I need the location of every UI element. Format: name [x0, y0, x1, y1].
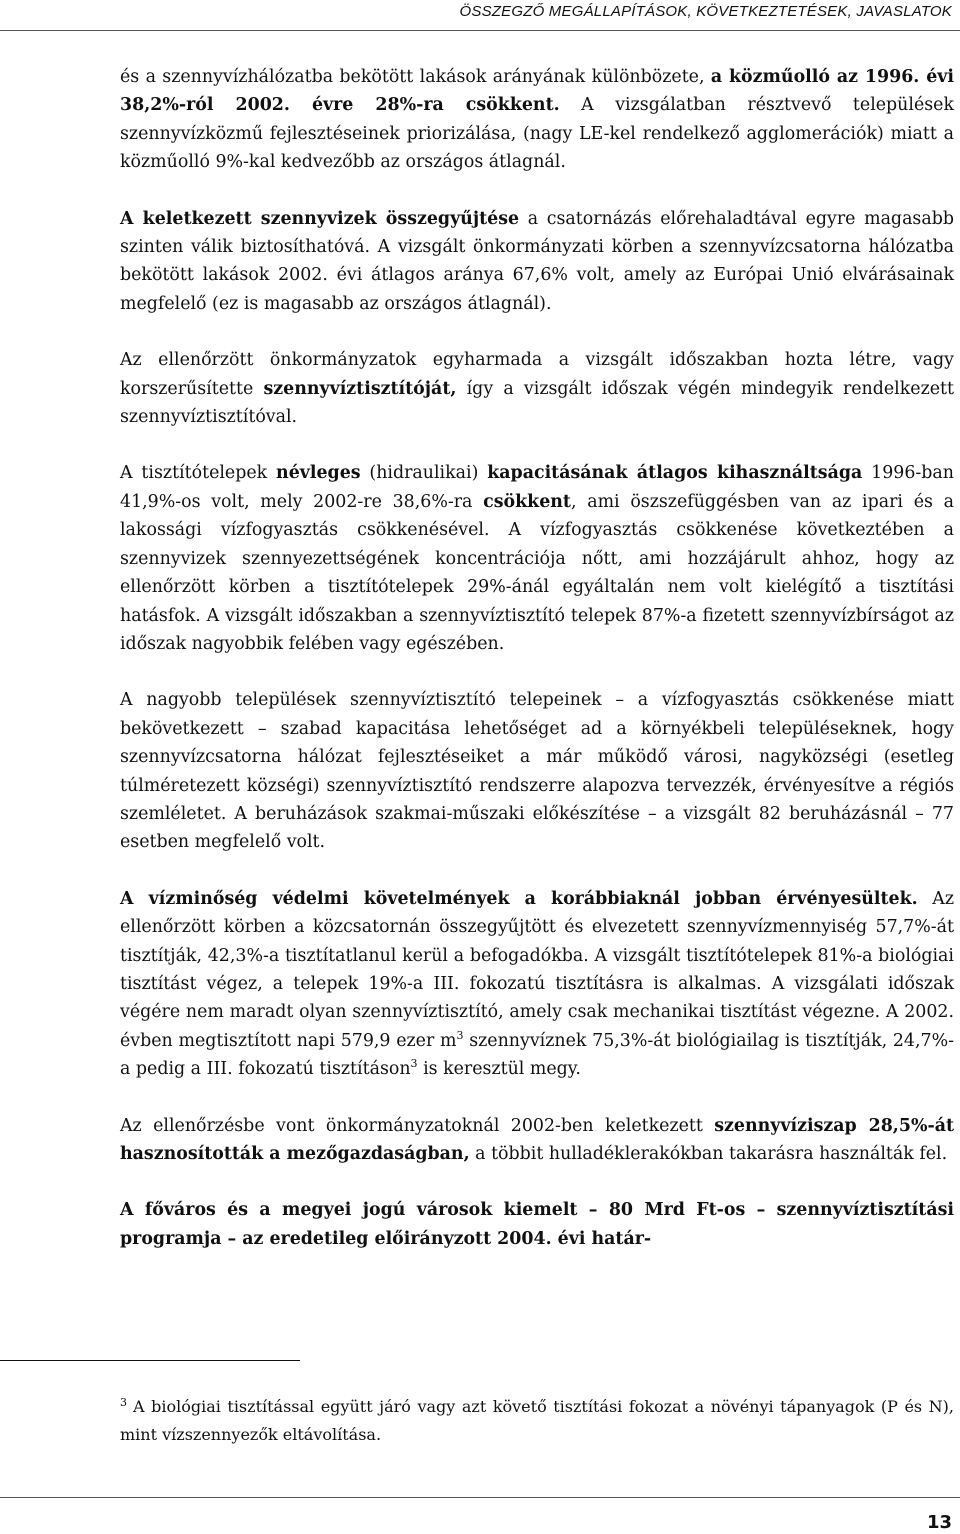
footnote-marker: 3: [120, 1395, 127, 1409]
paragraph-4: A tisztítótelepek névleges (hidraulikai) kapacitásának átlagos kihasználtsága 1996-ban 41,9%-os volt, mely 2002-re 38,6%-ra csökkent, ami öszszefüggésben van az ipari és a lakossági vízfogyasztás csökkenésével. A vízfogyasztás csökkenése következtében a szennyvizek szennyezettségének koncentrációja nőtt, ami hozzájárult ahhoz, hogy az ellenőrzött körben a tisztítótelepek 29%-ánál egyáltalán nem volt kielégítő a tisztítási hatásfok. A vizsgált időszakban a szennyvíztisztító telepek 87%-a fizetett szennyvízbírságot az időszak nagyobbik felében vagy egészében.: [120, 463, 955, 654]
paragraph-2: A keletkezett szennyvizek összegyűjtése a csatornázás előrehaladtával egyre magasabb szinten válik biztosíthatóvá. A vizsgált önkormányzati körben a szennyvízcsatorna hálózatba bekötött lakások 2002. évi átlagos aránya 67,6% volt, amely az Európai Unió elvárásainak megfelelő (ez is magasabb az országos átlagnál).: [120, 208, 954, 314]
footnote: [120, 1393, 954, 1449]
running-header: ÖSSZEGZŐ MEGÁLLAPÍTÁSOK, KÖVETKEZTETÉSEK, JAVASLATOK: [459, 3, 952, 20]
paragraph-3: Az ellenőrzött önkormányzatok egyharmada a vizsgált időszakban hozta létre, vagy korszerűsítette szennyvíztisztítóját, így a vizsgált időszak végén mindegyik rendelkezett szennyvíztisztítóval.: [120, 350, 954, 428]
footnote-reference[interactable]: 3: [410, 1057, 418, 1071]
paragraph-7: Az ellenőrzésbe vont önkormányzatoknál 2002-ben keletkezett szennyvíziszap 28,5%-át hasznosították a mezőgazdaságban, a többit hulladéklerakókban takarásra használták fel.: [120, 1115, 954, 1164]
footnote-rule: [0, 1360, 300, 1361]
page-number: 13: [926, 1512, 952, 1533]
footer-rule: [0, 1497, 960, 1498]
paragraph-8: A főváros és a megyei jogú városok kiemelt – 80 Mrd Ft-os – szennyvíztisztítási programja – az eredetileg előirányzott 2004. évi határ-: [120, 1200, 954, 1249]
paragraph-5: A nagyobb települések szennyvíztisztító telepeinek – a vízfogyasztás csökkenése miatt bekövetkezett – szabad kapacitása lehetőséget ad a környékbeli településeknek, hogy szennyvízcsatorna hálózat fejlesztéseiket a már működő városi, nagyközségi (esetleg túlméretezett községi) szennyvíztisztító rendszerre alapozva tervezzék, érvényesítve a régiós szemléletet. A beruházások szakmai-műszaki előkészítése – a vizsgált 82 beruházásnál – 77 esetben megfelelő volt.: [120, 690, 954, 853]
header-rule: [0, 30, 960, 31]
paragraph-6: A vízminőség védelmi követelmények a korábbiaknál jobban érvényesültek. Az ellenőrzött körben a közcsatornán összegyűjtött és elvezetett szennyvízmennyiség 57,7%-át tisztítják, 42,3%-a tisztítatlanul kerül a befogadókba. A vizsgált tisztítótelepek 81%-a biológiai tisztítást végez, a telepek 19%-a III. fokozatú tisztításra is alkalmas. A vizsgálati időszak végére nem maradt olyan szennyvíztisztító, amely csak mechanikai tisztítást végezne. A 2002. évben megtisztított napi 579,9 ezer $m^3$ szennyvíznek 75,3%-át biológiailag is tisztítják, 24,7%-a pedig a III. fokozatú tisztításon$^3$ is keresztül megy.: [120, 888, 954, 1080]
footnote-text: A biológiai tisztítással együtt járó vagy azt követő tisztítási fokozat a növényi tápanyagok (P és N), mint vízszennyezők eltávolítása.: [120, 1397, 954, 1444]
paragraph-1: és a szennyvízhálózatba bekötött lakások arányának különbözete, a közműolló az 1996. évi 38,2%-ról 2002. évre 28%-ra csökkent. A vizsgálatban résztvevő települések szennyvízközmű fejlesztéseinek priorizálása, (nagy LE-kel rendelkező agglomerációk) miatt a közműolló 9%-kal kedvezőbb az országos átlagnál.: [120, 67, 955, 173]
body-text: [120, 63, 954, 1281]
superscript: 3: [456, 1028, 464, 1042]
